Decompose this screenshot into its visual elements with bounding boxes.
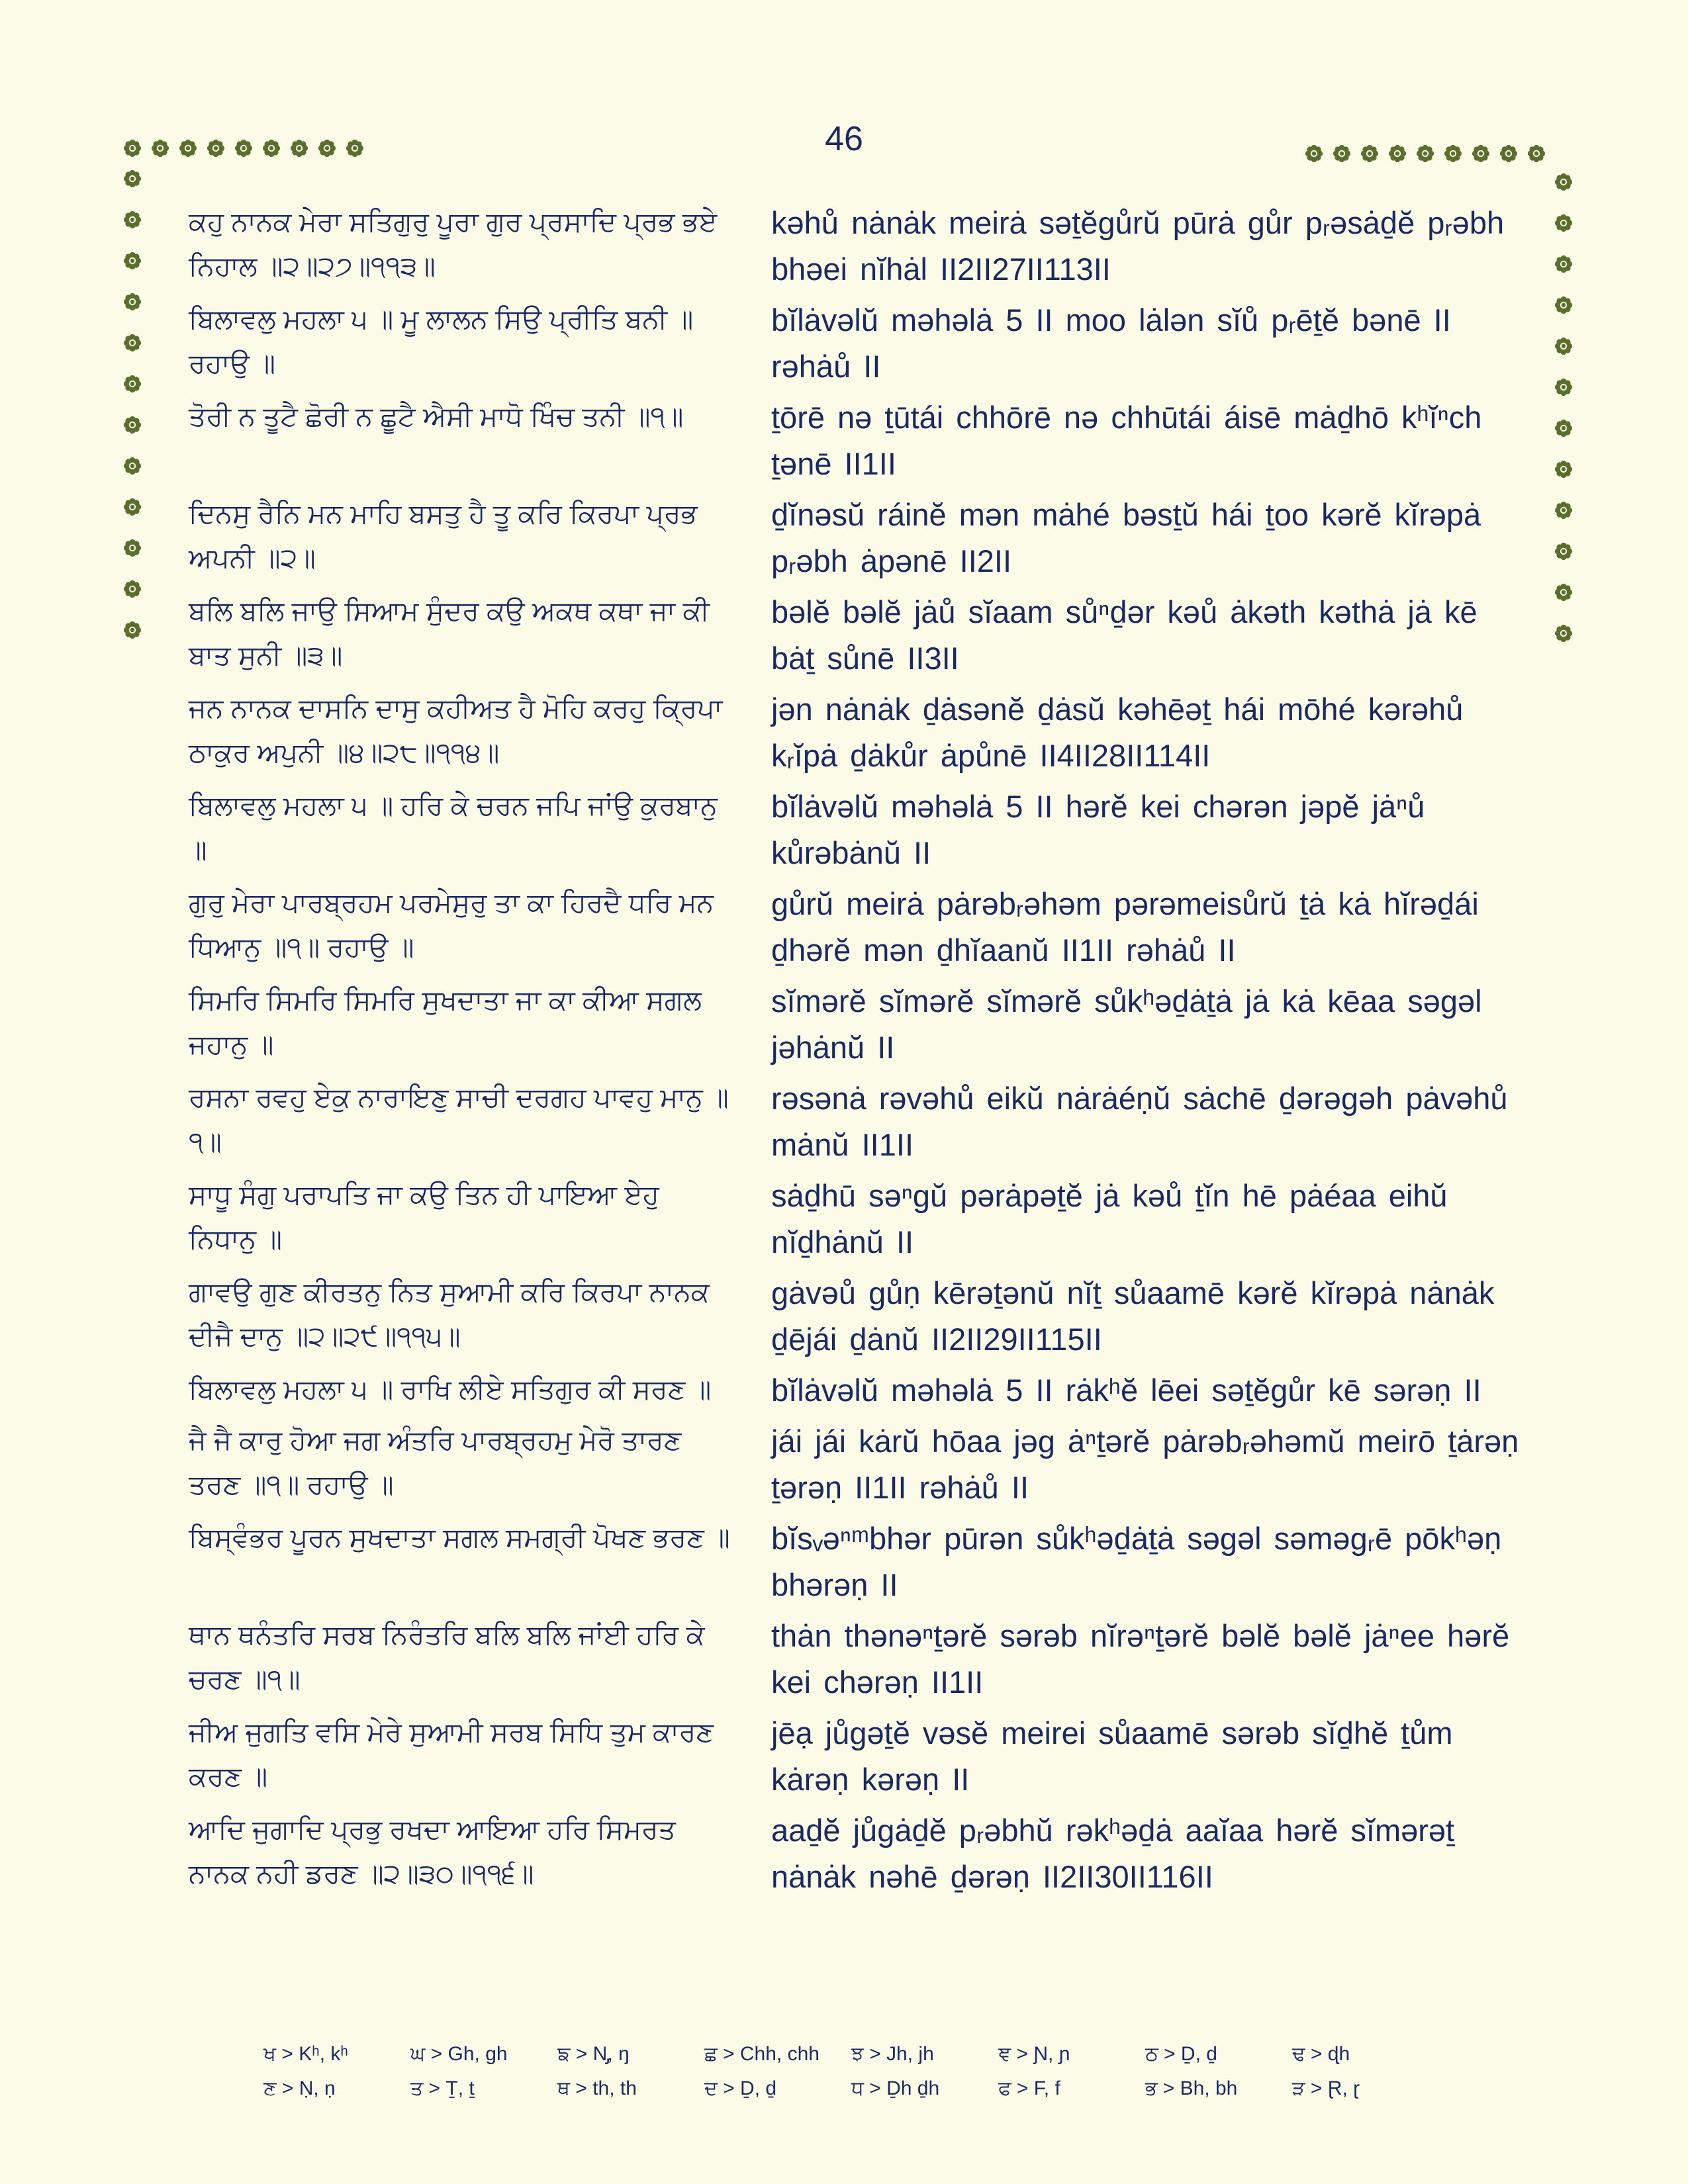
verse-list [189, 200, 1532, 1905]
flower-ornament-icon [122, 138, 142, 158]
legend-entry: ਢ > ɖh [1292, 2043, 1350, 2065]
flower-ornament-icon [1471, 144, 1491, 163]
transliteration-text: ḏĭnəsŭ ráinĕ mən mȧhé bəsṯŭ hái ṯoo kərĕ kĭrəpȧ pᵣəbh ȧpənē II2II [771, 497, 1481, 578]
verse-row [189, 1516, 1532, 1608]
flower-ornament-icon [317, 138, 337, 158]
flower-ornament-icon [1554, 541, 1573, 561]
legend-entry: ਙ > N̡, ŋ [557, 2043, 630, 2065]
flower-ornament-icon [1554, 418, 1573, 438]
transliteration-text: bĭlȧvəlŭ məhəlȧ 5 II hərĕ kei chərən jəpĕ jȧⁿů kůrəbȧnŭ II [771, 789, 1425, 870]
verse-row [189, 1613, 1532, 1706]
transliteration-text: jái jái kȧrŭ hōaa jəg ȧⁿṯərĕ pȧrəbᵣəhəmŭ meirō ṯȧrəṇ ṯərəṇ II1II rəhȧů II [771, 1424, 1519, 1505]
gurmukhi-text: ਸਾਧੂ ਸੰਗੁ ਪਰਾਪਤਿ ਜਾ ਕਉ ਤਿਨ ਹੀ ਪਾਇਆ ਏਹੁ ਨਿਧਾਨੁ ॥ [189, 1179, 659, 1254]
gurmukhi-text: ਬਿਲਾਵਲੁ ਮਹਲਾ ੫ ॥ ਹਰਿ ਕੇ ਚਰਨ ਜਪਿ ਜਾਂਉ ਕੁਰਬਾਨੁ ॥ [189, 790, 718, 865]
gurmukhi-text: ਗੁਰੁ ਮੇਰਾ ਪਾਰਬ੍ਰਹਮ ਪਰਮੇਸੁਰੁ ਤਾ ਕਾ ਹਿਰਦੈ ਧਰਿ ਮਨ ਧਿਆਨੁ ॥੧॥ ਰਹਾਉ ॥ [189, 887, 714, 962]
legend-entry: ਞ > Ɲ, ɲ [998, 2043, 1070, 2065]
flower-ornament-icon [1360, 144, 1380, 163]
flower-ornament-icon [178, 138, 198, 158]
flower-ornament-icon [234, 138, 254, 158]
flower-ornament-icon [1304, 144, 1324, 163]
page-number: 46 [825, 120, 863, 158]
transliteration-text: bĭlȧvəlŭ məhəlȧ 5 II moo lȧlən sĭů pᵣēṯĕ bənē II rəhȧů II [771, 302, 1451, 384]
transliteration-text: gůrŭ meirȧ pȧrəbᵣəhəm pərəmeisůrŭ ṯȧ kȧ hĭrəḏái ḏhərĕ mən ḏhĭaanŭ II1II rəhȧů II [771, 886, 1479, 968]
flower-ornament-icon [1526, 144, 1546, 163]
transliteration-text: bəlĕ bəlĕ jȧů sĭaam sůⁿḏər kəů ȧkəth kəthȧ jȧ kē bȧṯ sůnē II3II [771, 594, 1477, 676]
gurmukhi-text: ਗਾਵਉ ਗੁਣ ਕੀਰਤਨੁ ਨਿਤ ਸੁਆਮੀ ਕਰਿ ਕਿਰਪਾ ਨਾਨਕ ਦੀਜੈ ਦਾਨੁ ॥੨॥੨੯॥੧੧੫॥ [189, 1277, 710, 1351]
transliteration-text: bĭlȧvəlŭ məhəlȧ 5 II rȧkʰĕ lēei səṯĕgůr kē sərəṇ II [771, 1373, 1481, 1408]
flower-ornament-icon [122, 538, 142, 558]
legend-entry: ਘ > Gh, gh [410, 2043, 508, 2065]
flower-ornament-icon [289, 138, 309, 158]
transliteration-key [263, 2037, 1455, 2106]
flower-ornament-icon [261, 138, 281, 158]
legend-entry: ਣ > Ṇ, ṇ [263, 2077, 336, 2099]
transliteration-text: aaḏĕ jůgȧḏĕ pᵣəbhŭ rəkʰəḏȧ aaĭaa hərĕ sĭmərəṯ nȧnȧk nəhē ḏərəṇ II2II30II116II [771, 1813, 1455, 1894]
flower-ornament-icon [1415, 144, 1435, 163]
gurmukhi-text: ਸਿਮਰਿ ਸਿਮਰਿ ਸਿਮਰਿ ਸੁਖਦਾਤਾ ਜਾ ਕਾ ਕੀਆ ਸਗਲ ਜਹਾਨੁ ॥ [189, 985, 702, 1060]
flower-ornament-icon [122, 579, 142, 599]
legend-entry: ਫ > F, f [998, 2077, 1060, 2099]
gurmukhi-text: ਬਲਿ ਬਲਿ ਜਾਉ ਸਿਆਮ ਸੁੰਦਰ ਕਉ ਅਕਥ ਕਥਾ ਜਾ ਕੀ ਬਾਤ ਸੁਨੀ ॥੩॥ [189, 596, 710, 670]
flower-ornament-icon [1499, 144, 1519, 163]
flower-ornament-icon [1554, 295, 1573, 315]
transliteration-text: kəhů nȧnȧk meirȧ səṯĕgůrŭ pūrȧ gůr pᵣəsȧḏĕ pᵣəbh bhəei nĭhȧl II2II27II113II [771, 205, 1505, 287]
gurmukhi-text: ਦਿਨਸੁ ਰੈਨਿ ਮਨ ਮਾਹਿ ਬਸਤੁ ਹੈ ਤੂ ਕਰਿ ਕਿਰਪਾ ਪ੍ਰਭ ਅਪਨੀ ॥੨॥ [189, 498, 698, 573]
flower-ornament-icon [122, 169, 142, 189]
flower-ornament-icon [122, 333, 142, 353]
gurmukhi-text: ਕਹੁ ਨਾਨਕ ਮੇਰਾ ਸਤਿਗੁਰੁ ਪੂਰਾ ਗੁਰ ਪ੍ਰਸਾਦਿ ਪ੍ਰਭ ਭਏ ਨਿਹਾਲ ॥੨॥੨੭॥੧੧੩॥ [189, 206, 718, 281]
flower-ornament-icon [122, 497, 142, 517]
flower-ornament-icon [122, 251, 142, 271]
flower-ornament-icon [1554, 582, 1573, 602]
verse-row [189, 1367, 1532, 1414]
legend-entry: ਥ > th, th [557, 2077, 637, 2099]
verse-row [189, 1807, 1532, 1900]
legend-entry: ਭ > Bh, bh [1145, 2077, 1238, 2099]
legend-entry: ਧ > Ḏh ḏh [851, 2077, 940, 2099]
legend-entry: ਝ > Jh, jh [851, 2043, 934, 2065]
gurmukhi-text: ਜੈ ਜੈ ਕਾਰੁ ਹੋਆ ਜਗ ਅੰਤਰਿ ਪਾਰਬ੍ਰਹਮੁ ਮੇਰੋ ਤਾਰਣ ਤਰਣ ॥੧॥ ਰਹਾਉ ॥ [189, 1425, 682, 1500]
transliteration-text: jēạ jůgəṯĕ vəsĕ meirei sůaamē sərəb sĭḏhĕ ṯům kȧrəṇ kərəṇ II [771, 1715, 1453, 1797]
flower-ornament-icon [122, 620, 142, 640]
flower-ornament-icon [1554, 213, 1573, 233]
transliteration-text: jən nȧnȧk ḏȧsənĕ ḏȧsŭ kəhēəṯ hái mōhé kərəhů kᵣĭpȧ ḏȧkůr ȧpůnē II4II28II114II [771, 692, 1464, 773]
flower-ornament-icon [122, 210, 142, 230]
verse-row [189, 686, 1532, 779]
gurmukhi-text: ਜਨ ਨਾਨਕ ਦਾਸਨਿ ਦਾਸੁ ਕਹੀਅਤ ਹੈ ਮੋਹਿ ਕਰਹੁ ਕ੍ਰਿਪਾ ਠਾਕੁਰ ਅਪੁਨੀ ॥੪॥੨੮॥੧੧੪॥ [189, 693, 723, 768]
verse-row [189, 978, 1532, 1071]
legend-entry: ਖ > Kʰ, kʰ [263, 2043, 348, 2065]
flower-ornament-icon [1554, 336, 1573, 356]
flower-ornament-icon [122, 415, 142, 435]
legend-entry: ਠ > Ḏ, ḏ [1145, 2043, 1217, 2065]
gurmukhi-text: ਆਦਿ ਜੁਗਾਦਿ ਪ੍ਰਭੁ ਰਖਦਾ ਆਇਆ ਹਰਿ ਸਿਮਰਤ ਨਾਨਕ ਨਹੀ ਡਰਣ ॥੨॥੩੦॥੧੧੬॥ [189, 1814, 676, 1889]
verse-row [189, 492, 1532, 584]
legend-entry: ੜ > Ɽ, ɽ [1292, 2077, 1360, 2099]
flower-ornament-icon [1387, 144, 1407, 163]
gurmukhi-text: ਬਿਸ੍ਵੰਭਰ ਪੂਰਨ ਸੁਖਦਾਤਾ ਸਗਲ ਸਮਗ੍ਰੀ ਪੋਖਣ ਭਰਣ ॥ [189, 1522, 730, 1553]
flower-ornament-icon [1554, 500, 1573, 520]
verse-row [189, 1075, 1532, 1168]
gurmukhi-text: ਬਿਲਾਵਲੁ ਮਹਲਾ ੫ ॥ ਰਾਖਿ ਲੀਏ ਸਤਿਗੁਰ ਕੀ ਸਰਣ ॥ [189, 1374, 712, 1404]
flower-ornament-icon [1554, 459, 1573, 479]
verse-row [189, 297, 1532, 390]
flower-ornament-icon [1443, 144, 1463, 163]
transliteration-text: sĭmərĕ sĭmərĕ sĭmərĕ sůkʰəḏȧṯȧ jȧ kȧ kēaa səgəl jəhȧnŭ II [771, 983, 1482, 1065]
transliteration-text: ṯōrē nə ṯūtái chhōrē nə chhūtái áisē mȧḏhō kʰĭⁿch ṯənē II1II [771, 400, 1482, 481]
flower-ornament-icon [122, 374, 142, 394]
gurmukhi-text: ਬਿਲਾਵਲੁ ਮਹਲਾ ੫ ॥ ਮੂ ਲਾਲਨ ਸਿਉ ਪ੍ਰੀਤਿ ਬਨੀ ॥ ਰਹਾਉ ॥ [189, 304, 694, 379]
verse-row [189, 784, 1532, 876]
verse-row [189, 1270, 1532, 1363]
flower-ornament-icon [345, 138, 365, 158]
flower-ornament-icon [150, 138, 170, 158]
legend-entry: ਦ > Ḏ, ḏ [704, 2077, 777, 2099]
verse-row [189, 200, 1532, 293]
transliteration-text: gȧvəů gůṇ kērəṯənŭ nĭṯ sůaamē kərĕ kĭrəpȧ nȧnȧk ḏējái ḏȧnŭ II2II29II115II [771, 1275, 1495, 1357]
verse-row [189, 394, 1532, 487]
flower-ornament-icon [1554, 623, 1573, 643]
transliteration-text: thȧn thənəⁿṯərĕ sərəb nĭrəⁿṯərĕ bəlĕ bəlĕ jȧⁿee hərĕ kei chərəṇ II1II [771, 1618, 1510, 1700]
gurmukhi-text: ਥਾਨ ਥਨੰਤਰਿ ਸਰਬ ਨਿਰੰਤਰਿ ਬਲਿ ਬਲਿ ਜਾਂਈ ਹਰਿ ਕੇ ਚਰਣ ॥੧॥ [189, 1619, 705, 1694]
verse-row [189, 1173, 1532, 1265]
gurmukhi-text: ਜੀਅ ਜੁਗਤਿ ਵਸਿ ਮੇਰੇ ਸੁਆਮੀ ਸਰਬ ਸਿਧਿ ਤੁਮ ਕਾਰਣ ਕਰਣ ॥ [189, 1717, 714, 1792]
flower-ornament-icon [206, 138, 226, 158]
verse-row [189, 1418, 1532, 1511]
legend-entry: ਤ > Ṯ, ṯ [410, 2077, 475, 2099]
flower-ornament-icon [122, 292, 142, 312]
transliteration-text: bĭsᵥəⁿᵐbhər pūrən sůkʰəḏȧṯȧ səgəl səməgᵣē pōkʰəṇ bhərəṇ II [771, 1521, 1502, 1602]
legend-row [263, 2037, 1455, 2071]
gurmukhi-text: ਰਸਨਾ ਰਵਹੁ ਏਕੁ ਨਾਰਾਇਣੁ ਸਾਚੀ ਦਰਗਹ ਪਾਵਹੁ ਮਾਨੁ ॥੧॥ [189, 1082, 729, 1157]
verse-row [189, 589, 1532, 682]
flower-ornament-icon [1554, 377, 1573, 397]
flower-ornament-icon [1554, 172, 1573, 192]
gurmukhi-text: ਤੋਰੀ ਨ ਤੂਟੈ ਛੋਰੀ ਨ ਛੂਟੈ ਐਸੀ ਮਾਧੋ ਖਿੰਚ ਤਨੀ ॥੧॥ [189, 401, 684, 432]
legend-row [263, 2071, 1455, 2106]
flower-ornament-icon [122, 456, 142, 476]
flower-ornament-icon [1332, 144, 1352, 163]
legend-entry: ਛ > Chh, chh [704, 2043, 820, 2065]
transliteration-text: rəsənȧ rəvəhů eikŭ nȧrȧéṇŭ sȧchē ḏərəgəh pȧvəhů mȧnŭ II1II [771, 1081, 1508, 1162]
transliteration-text: sȧḏhū səⁿgŭ pərȧpəṯĕ jȧ kəů ṯĭn hē pȧéaa eihŭ nĭḏhȧnŭ II [771, 1178, 1448, 1259]
flower-ornament-icon [1554, 254, 1573, 274]
verse-row [189, 881, 1532, 974]
verse-row [189, 1710, 1532, 1803]
